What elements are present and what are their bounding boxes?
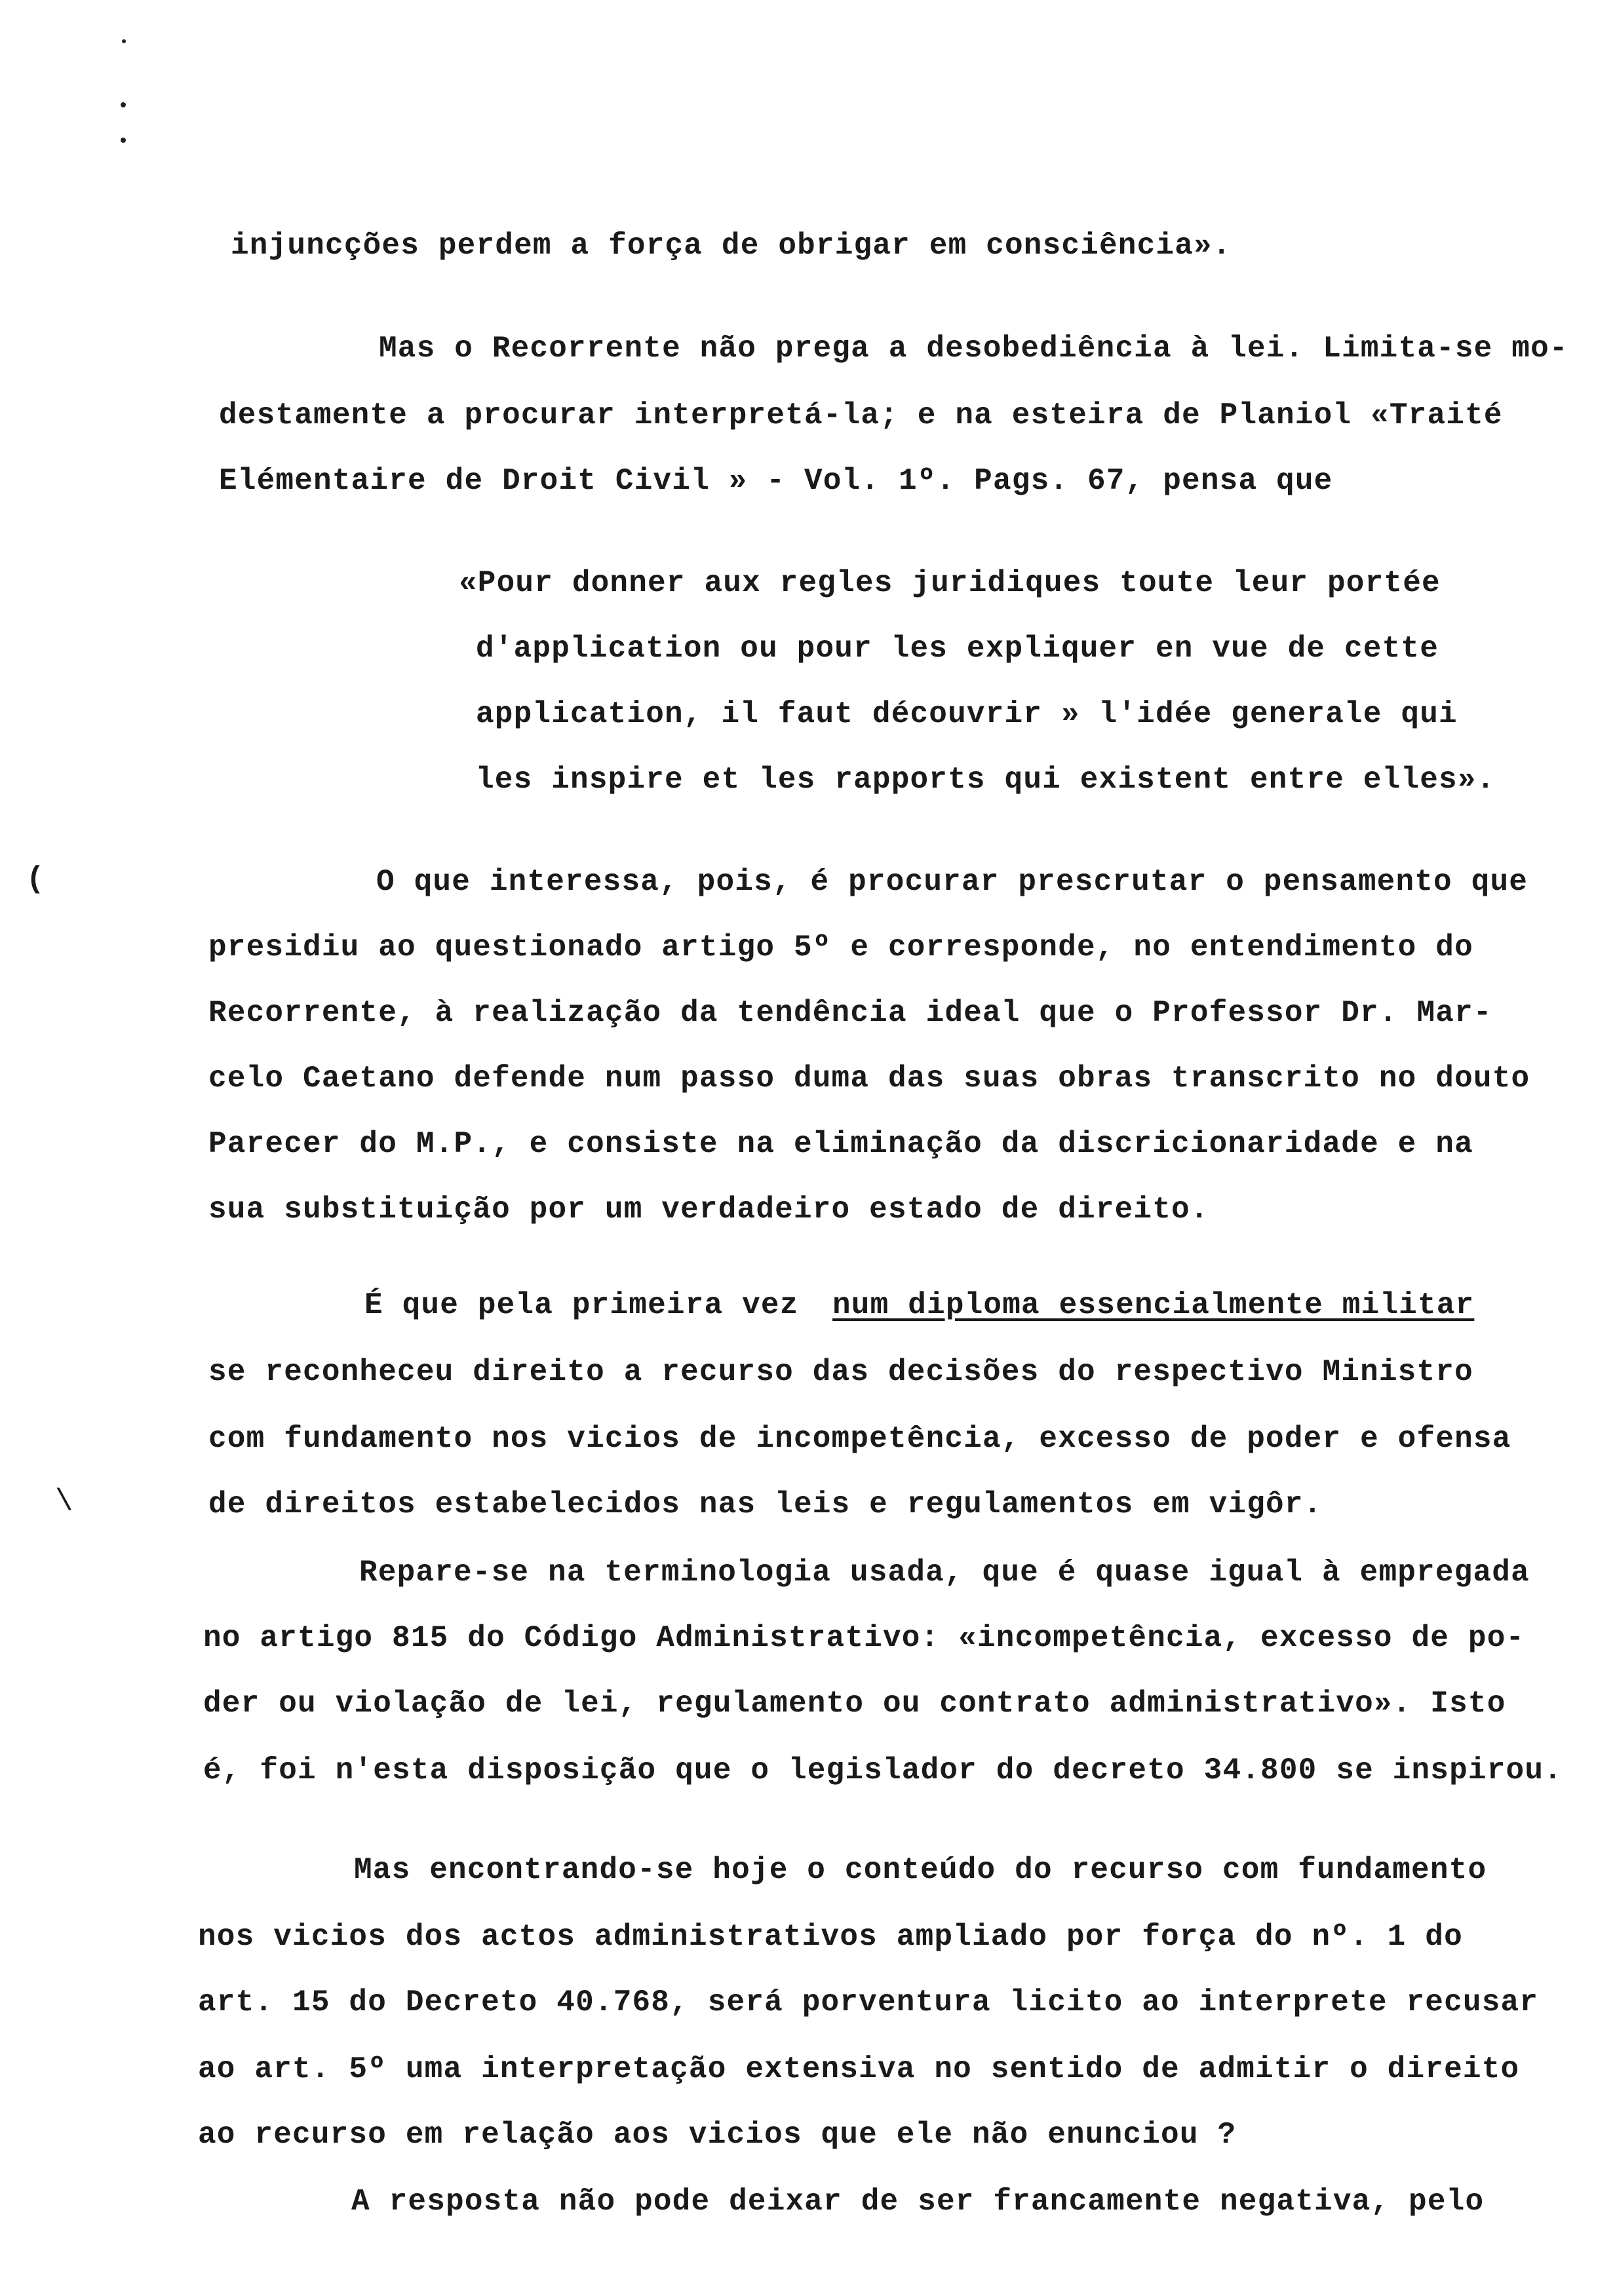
margin-bracket: ( xyxy=(26,862,45,896)
text-line: der ou violação de lei, regulamento ou contrato administrativo». Isto xyxy=(203,1687,1506,1721)
text-line: Mas encontrando-se hoje o conteúdo do recurso com fundamento xyxy=(354,1853,1487,1887)
margin-dot xyxy=(121,138,126,143)
quote-line: «Pour donner aux regles juridiques toute leur portée xyxy=(459,566,1441,600)
quote-line: les inspire et les rapports qui existent entre elles». xyxy=(476,763,1496,797)
text-line: É que pela primeira vez xyxy=(364,1288,799,1322)
text-line: ao recurso em relação aos vicios que ele não enunciou ? xyxy=(198,2118,1237,2152)
quote-line: application, il faut découvrir » l'idée generale qui xyxy=(476,697,1458,731)
text-line: no artigo 815 do Código Administrativo: «incompetência, excesso de po- xyxy=(203,1621,1525,1655)
underlined-phrase: num diploma essencialmente militar xyxy=(832,1288,1475,1322)
margin-mark: \ xyxy=(55,1485,73,1519)
text-line: Recorrente, à realização da tendência ideal que o Professor Dr. Mar- xyxy=(208,996,1492,1030)
text-line: é, foi n'esta disposição que o legislador do decreto 34.800 se inspirou. xyxy=(203,1753,1563,1788)
margin-dot xyxy=(121,102,126,107)
text-line: celo Caetano defende num passo duma das suas obras transcrito no douto xyxy=(208,1062,1530,1096)
text-line: A resposta não pode deixar de ser francamente negativa, pelo xyxy=(351,2185,1485,2219)
text-line: com fundamento nos vicios de incompetência, excesso de poder e ofensa xyxy=(208,1422,1511,1456)
text-line: art. 15 do Decreto 40.768, será porventura licito ao interprete recusar xyxy=(198,1985,1539,2019)
text-line: Repare-se na terminologia usada, que é quase igual à empregada xyxy=(359,1556,1530,1590)
text-line: presidiu ao questionado artigo 5º e corresponde, no entendimento do xyxy=(208,930,1473,965)
text-line: O que interessa, pois, é procurar prescrutar o pensamento que xyxy=(376,865,1528,899)
margin-dot xyxy=(122,39,126,43)
text-line: de direitos estabelecidos nas leis e regulamentos em vigôr. xyxy=(208,1487,1323,1521)
text-line: Elémentaire de Droit Civil » - Vol. 1º. Pags. 67, pensa que xyxy=(219,464,1333,498)
quote-line: d'application ou pour les expliquer en vue de cette xyxy=(476,632,1439,666)
text-line: se reconheceu direito a recurso das decisões do respectivo Ministro xyxy=(208,1355,1473,1389)
text-line: Mas o Recorrente não prega a desobediência à lei. Limita-se mo- xyxy=(379,332,1568,366)
text-line: sua substituição por um verdadeiro estado de direito. xyxy=(208,1193,1209,1227)
text-line: ao art. 5º uma interpretação extensiva no sentido de admitir o direito xyxy=(198,2052,1520,2086)
text-line: injuncções perdem a força de obrigar em consciência». xyxy=(231,229,1232,263)
text-line: destamente a procurar interpretá-la; e na esteira de Planiol «Traité xyxy=(219,398,1503,432)
text-line: Parecer do M.P., e consiste na eliminação da discricionaridade e na xyxy=(208,1127,1473,1161)
text-line: nos vicios dos actos administrativos ampliado por força do nº. 1 do xyxy=(198,1920,1463,1954)
